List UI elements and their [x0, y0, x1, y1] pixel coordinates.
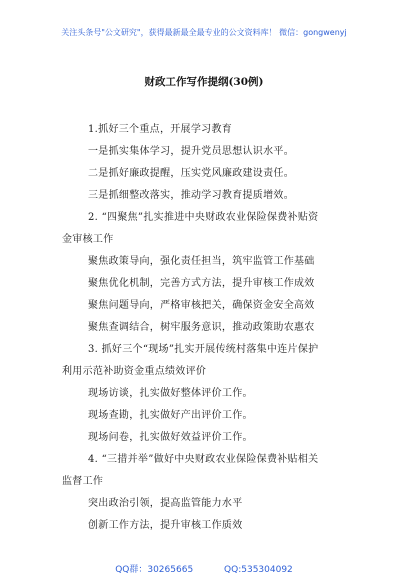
- text-line: 1.抓好三个重点，开展学习教育: [88, 124, 233, 135]
- text-line: 聚焦优化机制，完善方式方法，提升审核工作成效: [88, 278, 315, 289]
- text-line: 金审核工作: [62, 234, 114, 245]
- text-line: 聚焦问题导向，严格审核把关，确保资金安全高效: [88, 300, 315, 311]
- text-line: 三是抓细整改落实，推动学习教育提质增效。: [88, 190, 294, 201]
- text-line: 4. “三措并举”做好中央财政农业保险保费补贴相关: [88, 454, 319, 465]
- text-line: 3. 抓好三个“现场”扎实开展传统村落集中连片保护: [88, 344, 319, 355]
- text-line: 利用示范补助资金重点绩效评价: [62, 366, 207, 377]
- text-line: 创新工作方法，提升审核工作质效: [88, 520, 243, 531]
- promo-header: 关注头条号"公文研究"，获得最新最全最专业的公文资料库！ 微信：gongwenyj: [61, 28, 347, 37]
- text-line: 现场问卷，扎实做好效益评价工作。: [88, 432, 253, 443]
- text-line: 监督工作: [62, 476, 104, 487]
- text-line: 聚焦查调结合，树牢服务意识，推动政策助农惠农: [88, 322, 315, 333]
- text-line: 突出政治引领，提高监管能力水平: [88, 498, 243, 509]
- text-line: 一是抓实集体学习，提升党员思想认识水平。: [88, 146, 294, 157]
- document-title: 财政工作写作提纲(30例): [144, 76, 264, 88]
- qq-contact: QQ:535304092: [224, 565, 293, 575]
- text-line: 二是抓好廉政提醒，压实党风廉政建设责任。: [88, 168, 294, 179]
- text-line: 现场访谈，扎实做好整体评价工作。: [88, 388, 253, 399]
- text-line: 聚焦政策导向，强化责任担当，筑牢监管工作基础: [88, 256, 315, 267]
- qq-group: QQ群：30265665: [115, 565, 194, 575]
- contact-footer: [0, 562, 408, 575]
- text-line: 2. “四聚焦”扎实推进中央财政农业保险保费补贴资: [88, 212, 319, 223]
- text-line: 现场查勘，扎实做好产出评价工作。: [88, 410, 253, 421]
